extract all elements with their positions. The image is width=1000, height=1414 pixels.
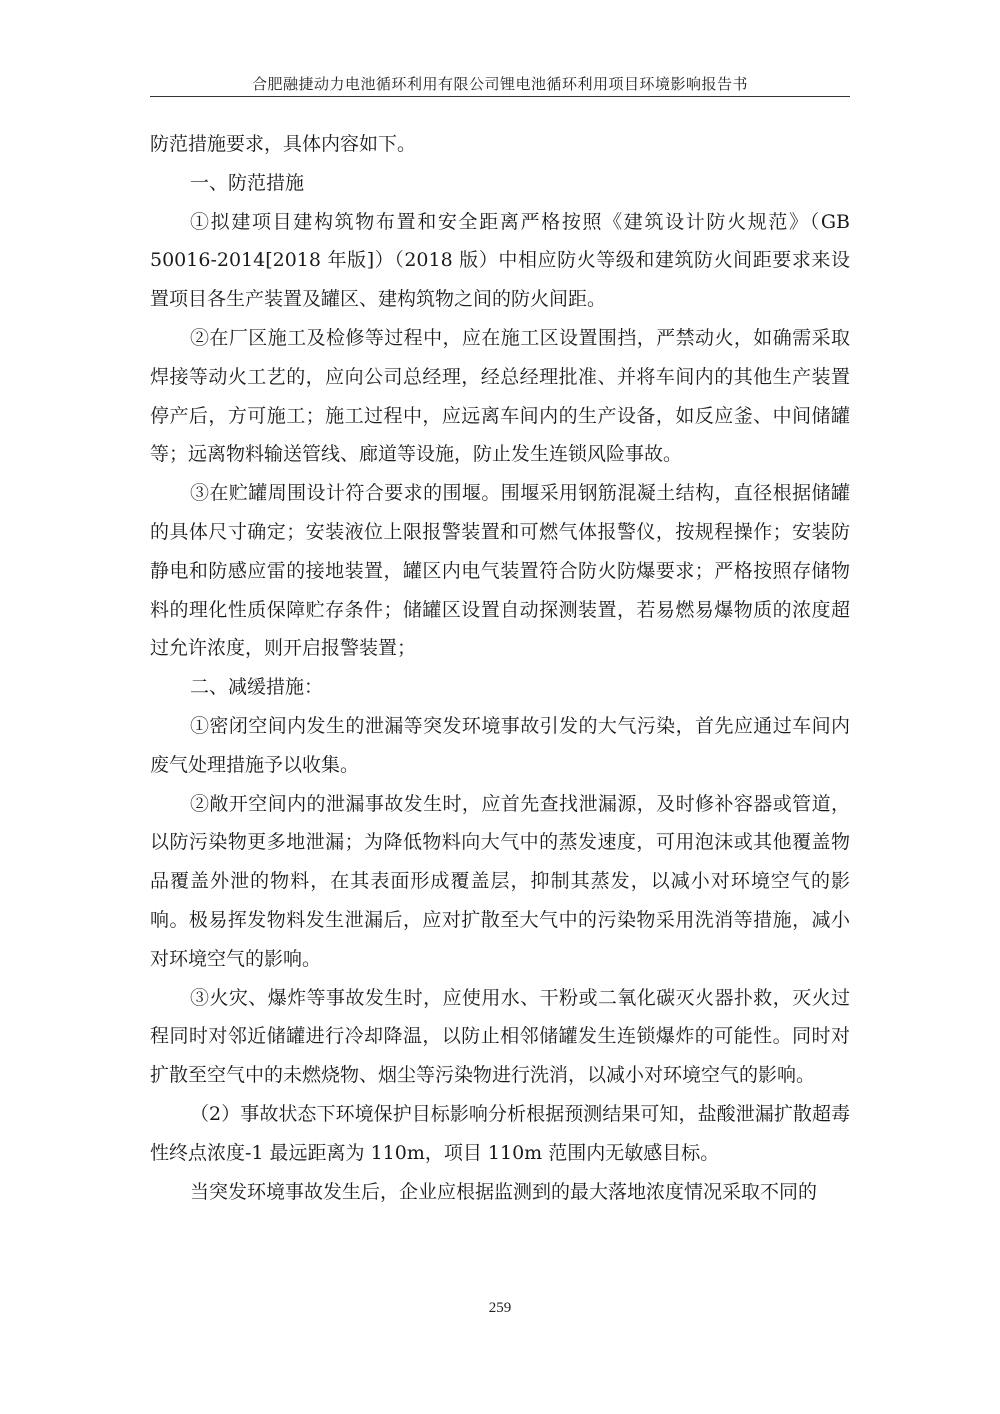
document-body [150, 125, 850, 1211]
page-number: 259 [488, 1300, 512, 1316]
paragraph-mitigation-3: ③火灾、爆炸等事故发生时，应使用水、干粉或二氧化碳灭火器扑救，灭火过程同时对邻近储罐进行冷却降温，以防止相邻储罐发生连锁爆炸的可能性。同时对扩散至空气中的未燃烧物、烟尘等污染物进行洗消，以减小对环境空气的影响。 [150, 986, 850, 1087]
running-header: 合肥融捷动力电池循环利用有限公司锂电池循环利用项目环境影响报告书 [251, 75, 748, 93]
paragraph-mitigation-1: ①密闭空间内发生的泄漏等突发环境事故引发的大气污染，首先应通过车间内废气处理措施予以收集。 [150, 714, 850, 776]
paragraph-prevention-3: ③在贮罐周围设计符合要求的围堰。围堰采用钢筋混凝土结构，直径根据储罐的具体尺寸确定；安装液位上限报警装置和可燃气体报警仪，按规程操作；安装防静电和防感应雷的接地装置，罐区内电气装置符合防火防爆要求；严格按照存储物料的理化性质保障贮存条件；储罐区设置自动探测装置，若易燃易爆物质的浓度超过允许浓度，则开启报警装置； [150, 482, 850, 660]
paragraph-response: 当突发环境事故发生后，企业应根据监测到的最大落地浓度情况采取不同的 [190, 1180, 818, 1203]
paragraph-prevention-1: ①拟建项目建构筑物布置和安全距离严格按照《建筑设计防火规范》（GB 50016-2014[2018 年版]）（2018 版）中相应防火等级和建筑防火间距要求来设置项目各生产装置及罐区、建构筑物之间的防火间距。 [150, 210, 850, 311]
section-heading-prevention: 一、防范措施 [190, 171, 305, 194]
paragraph-impact-analysis: （2）事故状态下环境保护目标影响分析根据预测结果可知，盐酸泄漏扩散超毒性终点浓度-1 最远距离为 110m，项目 110m 范围内无敏感目标。 [150, 1102, 850, 1164]
paragraph-mitigation-2: ②敞开空间内的泄漏事故发生时，应首先查找泄漏源，及时修补容器或管道，以防污染物更多地泄漏；为降低物料向大气中的蒸发速度，可用泡沫或其他覆盖物品覆盖外泄的物料，在其表面形成覆盖层，抑制其蒸发，以减小对环境空气的影响。极易挥发物料发生泄漏后，应对扩散至大气中的污染物采用洗消等措施，减小对环境空气的影响。 [150, 792, 850, 970]
header-rule [150, 96, 850, 97]
paragraph-intro: 防范措施要求，具体内容如下。 [150, 133, 417, 155]
section-heading-mitigation: 二、减缓措施： [190, 676, 324, 699]
paragraph-prevention-2: ②在厂区施工及检修等过程中，应在施工区设置围挡，严禁动火，如确需采取焊接等动火工艺的，应向公司总经理，经总经理批准、并将车间内的其他生产装置停产后，方可施工；施工过程中，应远离车间内的生产设备，如反应釜、中间储罐等；远离物料输送管线、廊道等设施，防止发生连锁风险事故。 [150, 326, 850, 466]
